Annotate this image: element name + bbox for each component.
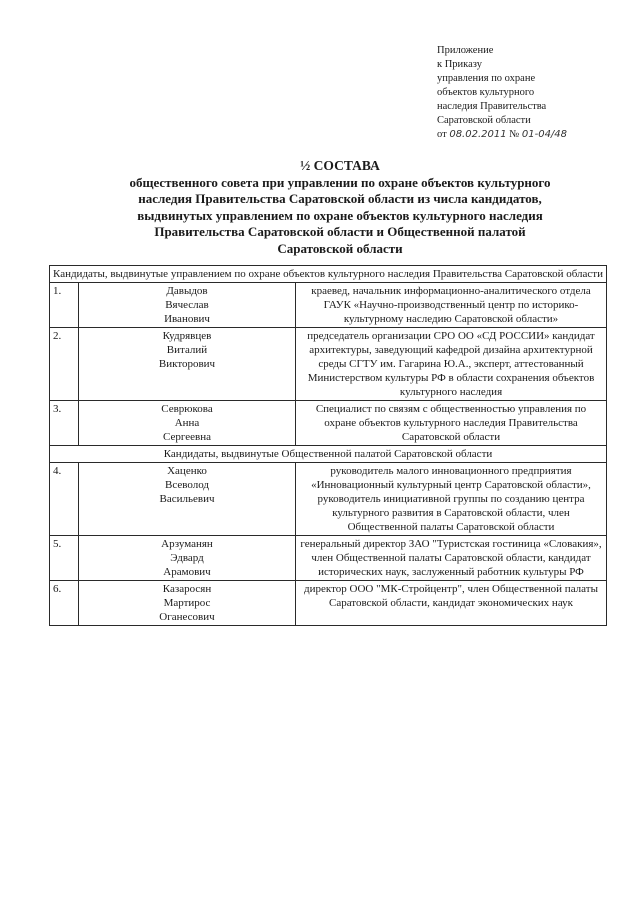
table-row (50, 328, 607, 401)
first-name: Эдвард (170, 552, 204, 564)
patronymic: Васильевич (159, 493, 215, 505)
surname: Давыдов (166, 285, 208, 297)
member-number: 1. (50, 283, 79, 328)
member-name (79, 401, 296, 446)
group-header: Кандидаты, выдвинутые управлением по охране объектов культурного наследия Правительства Саратовской области (50, 266, 607, 283)
handwritten-number: 01-04/48 (521, 129, 568, 140)
member-number: 2. (50, 328, 79, 401)
title-line: Саратовской области (277, 240, 403, 256)
handwritten-date: 08.02.2011 (449, 129, 507, 140)
first-name: Вячеслав (165, 299, 209, 311)
surname: Арзуманян (161, 538, 213, 550)
member-description: краевед, начальник информационно-аналитического отдела ГАУК «Научно-производственный центр по историко-культурному наследию Саратовской области» (296, 283, 607, 328)
surname: Казаросян (162, 583, 212, 595)
member-number: 3. (50, 401, 79, 446)
appendix-line: управления по охране (437, 73, 536, 84)
title-heading: ½ СОСТАВА (300, 158, 380, 173)
surname: Хаценко (167, 465, 207, 477)
member-name (79, 536, 296, 581)
member-description: директор ООО "МК-Стройцентр", член Общественной палаты Саратовской области, кандидат экономических наук (296, 581, 607, 626)
member-name (79, 581, 296, 626)
appendix-line: к Приказу (437, 59, 482, 70)
title-line: общественного совета при управлении по охране объектов культурного (129, 174, 551, 190)
first-name: Всеволод (165, 479, 209, 491)
member-name (79, 328, 296, 401)
appendix-line: наследия Правительства (437, 101, 547, 112)
member-number: 6. (50, 581, 79, 626)
first-name: Мартирос (163, 597, 211, 609)
title-line: Правительства Саратовской области и Общественной палатой (154, 224, 526, 239)
members-table (49, 265, 607, 626)
number-prefix: № (509, 129, 520, 140)
appendix-line: Саратовской области (437, 115, 531, 126)
group-header-row (50, 446, 607, 463)
member-number: 4. (50, 463, 79, 536)
member-name (79, 283, 296, 328)
member-description: Специалист по связям с общественностью управления по охране объектов культурного наследия Правительства Саратовской области (296, 401, 607, 446)
document-title (70, 158, 610, 257)
appendix-line: Приложение (437, 45, 494, 56)
patronymic: Арамович (163, 566, 211, 578)
group-header-row (50, 266, 607, 283)
table-row (50, 581, 607, 626)
member-number: 5. (50, 536, 79, 581)
table-row (50, 283, 607, 328)
surname: Кудрявцев (162, 330, 212, 342)
member-description: председатель организации СРО ОО «СД РОССИИ» кандидат архитектуры, заведующий кафедрой дизайна архитектурной среды СГТУ им. Гагарина Ю.А., эксперт, аттестованный Министерством культуры РФ в области сохранения объектов культурного наследия (296, 328, 607, 401)
member-description: руководитель малого инновационного предприятия «Инновационный культурный центр Саратовской области», руководитель инициативной группы по созданию центра культурного развития в Саратовской области, член Общественной палаты Саратовской области (296, 463, 607, 536)
patronymic: Викторович (158, 358, 216, 370)
first-name: Анна (174, 417, 200, 429)
table-row (50, 463, 607, 536)
table-row (50, 536, 607, 581)
title-line: наследия Правительства Саратовской области из числа кандидатов, (138, 191, 542, 206)
title-line: выдвинутых управлением по охране объектов культурного наследия (137, 207, 543, 223)
appendix-block (437, 44, 627, 142)
appendix-line: объектов культурного (437, 87, 535, 98)
member-description: генеральный директор ЗАО "Туристская гостиница «Словакия», член Общественной палаты Саратовской области, кандидат исторических наук, заслуженный работник культуры РФ (296, 536, 607, 581)
appendix-date-line (437, 128, 627, 142)
member-name (79, 463, 296, 536)
first-name: Виталий (166, 344, 208, 356)
surname: Севрюкова (161, 403, 213, 415)
table-row (50, 401, 607, 446)
group-header: Кандидаты, выдвинутые Общественной палатой Саратовской области (50, 446, 607, 463)
date-prefix: от (437, 129, 447, 140)
patronymic: Сергеевна (163, 431, 211, 443)
patronymic: Иванович (164, 313, 210, 325)
patronymic: Оганесович (159, 611, 215, 623)
